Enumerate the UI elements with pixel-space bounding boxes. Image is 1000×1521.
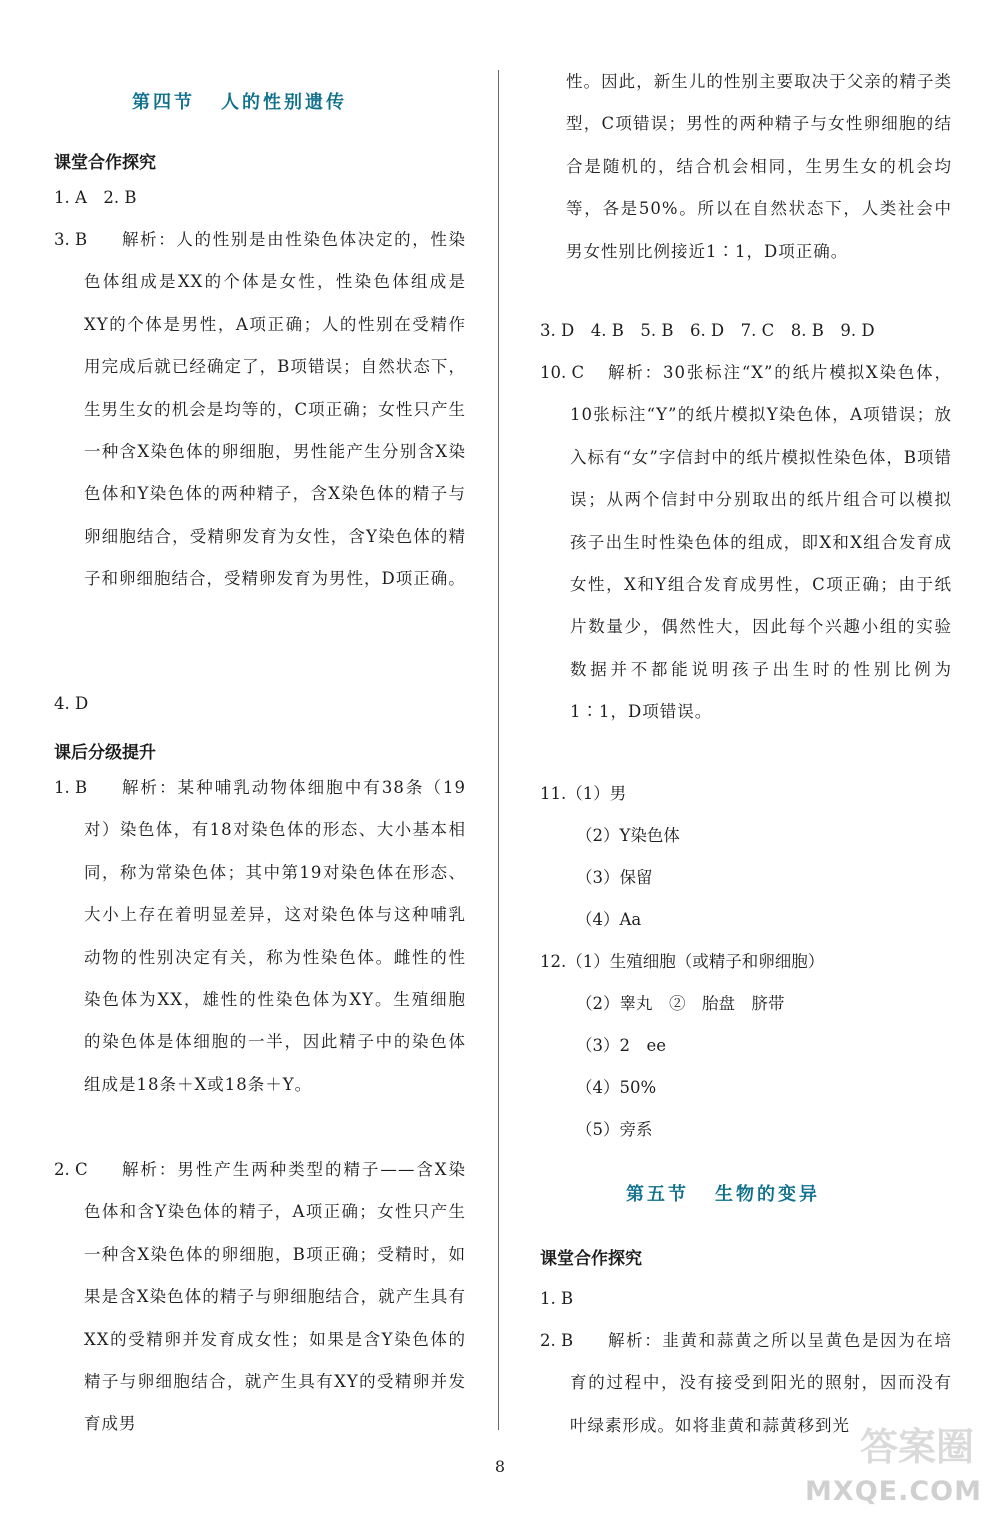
answer-number: 4. D xyxy=(54,694,89,713)
subhead-class-explore: 课堂合作探究 xyxy=(540,1249,642,1269)
q12-answer: （3）2 ee xyxy=(576,1036,667,1055)
answer-number: 1. B xyxy=(54,778,88,797)
watermark-text: 答案圈 xyxy=(859,1425,974,1469)
section-title-5 xyxy=(626,1180,820,1206)
section-name: 人的性别遗传 xyxy=(221,92,347,113)
answer-number: 1. A 2. B xyxy=(54,188,137,207)
q11-answer: （2）Y染色体 xyxy=(576,826,680,845)
q11-answer: 11.（1）男 xyxy=(540,784,627,803)
answer-explanation: 解析：人的性别是由性染色体决定的，性染色体组成是XX的个体是女性，性染色体组成是XY的个体是男性，A项正确；人的性别在受精作用完成后就已经确定了，B项错误；自然状态下，生男生女的机会是均等的，C项正确；女性只产生一种含X染色体的卵细胞，男性能产生分别含X染色体和Y染色体的两种精子，含X染色体的精子与卵细胞结合，受精卵发育为女性，含Y染色体的精子和卵细胞结合，受精卵发育为男性，D项正确。 xyxy=(84,230,466,589)
answer-number: 1. B xyxy=(540,1289,574,1308)
answer-number: 10. C xyxy=(540,363,585,382)
page-number: 8 xyxy=(494,1457,506,1476)
watermark-url: MXQE.COM xyxy=(805,1476,982,1507)
subhead-class-explore: 课堂合作探究 xyxy=(54,153,156,173)
answer-explanation: 解析：韭黄和蒜黄之所以呈黄色是因为在培育的过程中，没有接受到阳光的照射，因而没有叶绿素形成。如将韭黄和蒜黄移到光 xyxy=(570,1331,952,1435)
answer-number: 2. B xyxy=(540,1331,574,1350)
answer-explanation: 性。因此，新生儿的性别主要取决于父亲的精子类型，C项错误；男性的两种精子与女性卵细胞的结合是随机的，结合机会相同，生男生女的机会均等，各是50%。所以在自然状态下，人类社会中男女性别比例接近1∶1，D项正确。 xyxy=(566,72,952,261)
answer-explanation: 解析：某种哺乳动物体细胞中有38条（19对）染色体，有18对染色体的形态、大小基本相同，称为常染色体；其中第19对染色体在形态、大小上存在着明显差异，这对染色体与这种哺乳动物的性别决定有关，称为性染色体。雌性的性染色体为XX，雄性的性染色体为XY。生殖细胞的染色体是体细胞的一半，因此精子中的染色体组成是18条＋X或18条＋Y。 xyxy=(84,778,466,1094)
section-number: 第四节 xyxy=(132,92,195,113)
answer-item xyxy=(540,352,952,734)
answer-number: 3. D 4. B 5. B 6. D 7. C 8. B 9. D xyxy=(540,321,875,340)
answer-item xyxy=(54,219,466,601)
q11-answer: （4）Aa xyxy=(576,910,642,929)
q12-answer: （2）睾丸 ② 胎盘 脐带 xyxy=(576,994,785,1013)
answer-continuation xyxy=(540,61,952,273)
answer-number: 3. B xyxy=(54,230,88,249)
q12-answer: 12.（1）生殖细胞（或精子和卵细胞） xyxy=(540,952,825,971)
answer-explanation: 解析：30张标注“X”的纸片模拟X染色体，10张标注“Y”的纸片模拟Y染色体，A项错误；放入标有“女”字信封中的纸片模拟性染色体，B项错误；从两个信封中分别取出的纸片组合可以模拟孩子出生时性染色体的组成，即X和X组合发育成女性，X和Y组合发育成男性，C项正确；由于纸片数量少，偶然性大，因此每个兴趣小组的实验数据并不都能说明孩子出生时的性别比例为1∶1，D项错误。 xyxy=(570,363,952,722)
q12-answer: （5）旁系 xyxy=(576,1120,653,1139)
q11-answer: （3）保留 xyxy=(576,868,653,887)
answer-item xyxy=(54,1149,466,1446)
column-divider xyxy=(498,70,499,1430)
subhead-graded-practice: 课后分级提升 xyxy=(54,743,156,763)
answer-item xyxy=(54,767,466,1106)
watermark-logo xyxy=(805,1417,982,1507)
section-name: 生物的变异 xyxy=(715,1184,820,1205)
section-number: 第五节 xyxy=(626,1184,689,1205)
answer-number: 2. C xyxy=(54,1160,88,1179)
answer-explanation: 解析：男性产生两种类型的精子——含X染色体和含Y染色体的精子，A项正确；女性只产生一种含X染色体的卵细胞，B项正确；受精时，如果是含X染色体的精子与卵细胞结合，就产生具有XX的受精卵并发育成女性；如果是含Y染色体的精子与卵细胞结合，就产生具有XY的受精卵并发育成男 xyxy=(84,1160,466,1434)
q12-answer: （4）50% xyxy=(576,1078,657,1097)
section-title-4 xyxy=(132,88,347,114)
